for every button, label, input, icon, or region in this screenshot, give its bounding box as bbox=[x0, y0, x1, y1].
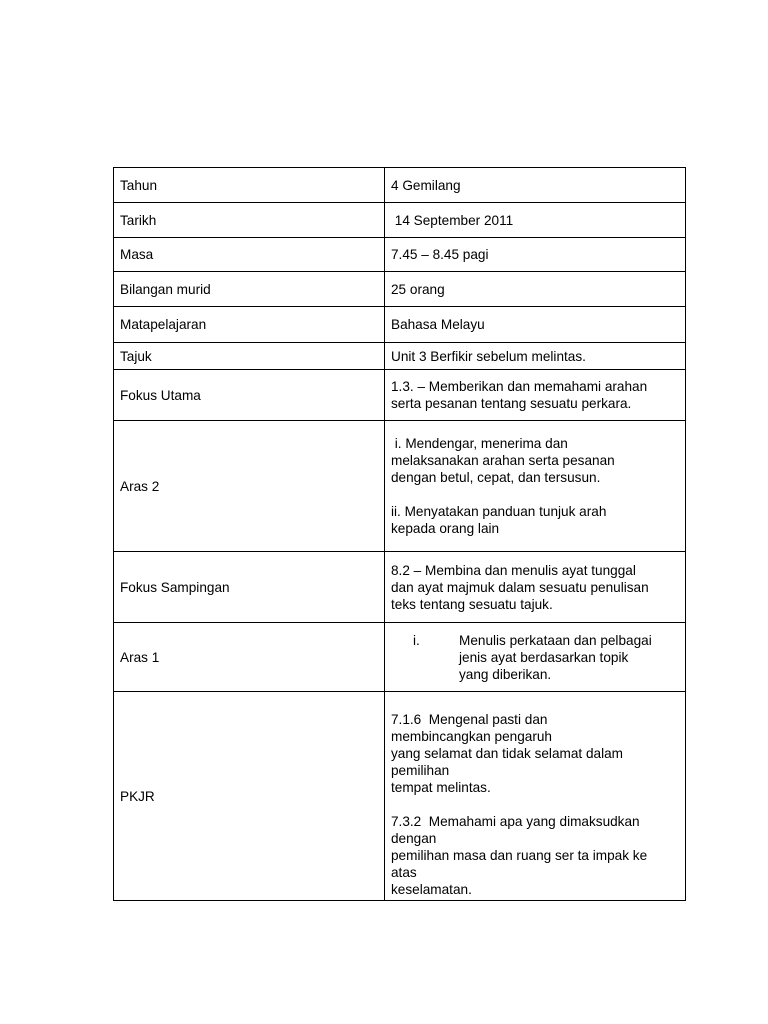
row-label: Tahun bbox=[114, 168, 385, 203]
text-line: serta pesanan tentang sesuatu perkara. bbox=[391, 396, 632, 411]
text-line: jenis ayat berdasarkan topik bbox=[459, 649, 629, 665]
text-line: teks tentang sesuatu tajuk. bbox=[391, 596, 553, 612]
text-line: 7.1.6 Mengenal pasti dan bbox=[391, 711, 548, 727]
text-line: yang diberikan. bbox=[459, 666, 552, 682]
row-label: PKJR bbox=[114, 692, 385, 901]
table-row bbox=[114, 238, 686, 272]
table-row bbox=[114, 343, 686, 370]
table-row bbox=[114, 272, 686, 307]
text-line: atas bbox=[391, 864, 417, 880]
text-line: yang selamat dan tidak selamat dalam bbox=[391, 745, 623, 761]
text-line: membincangkan pengaruh bbox=[391, 728, 552, 744]
table-row bbox=[114, 552, 686, 623]
text-line: pemilihan masa dan ruang ser ta impak ke bbox=[391, 847, 648, 863]
row-label: Aras 1 bbox=[114, 623, 385, 692]
row-value bbox=[385, 692, 686, 901]
text-line: 1.3. – Memberikan dan memahami arahan bbox=[391, 379, 648, 394]
list-text bbox=[459, 632, 652, 683]
table-row bbox=[114, 692, 686, 901]
text-line: 7.3.2 Memahami apa yang dimaksudkan bbox=[391, 813, 640, 829]
row-value: 14 September 2011 bbox=[385, 203, 686, 238]
row-value: Bahasa Melayu bbox=[385, 307, 686, 343]
text-line: melaksanakan arahan serta pesanan bbox=[391, 453, 615, 468]
row-value bbox=[385, 421, 686, 552]
text-line: ii. Menyatakan panduan tunjuk arah bbox=[391, 504, 607, 519]
row-label: Fokus Sampingan bbox=[114, 552, 385, 623]
row-value: Unit 3 Berfikir sebelum melintas. bbox=[385, 343, 686, 370]
text-line: pemilihan bbox=[391, 762, 450, 778]
row-label: Tarikh bbox=[114, 203, 385, 238]
row-value: 4 Gemilang bbox=[385, 168, 686, 203]
row-value bbox=[385, 552, 686, 623]
row-value: 25 orang bbox=[385, 272, 686, 307]
row-value bbox=[385, 623, 686, 692]
table-row bbox=[114, 370, 686, 421]
lesson-plan-table bbox=[113, 167, 686, 901]
list-number: i. bbox=[413, 632, 420, 648]
row-value: 7.45 – 8.45 pagi bbox=[385, 238, 686, 272]
list-item bbox=[391, 632, 679, 683]
text-line: dengan bbox=[391, 830, 437, 846]
text-line: dan ayat majmuk dalam sesuatu penulisan bbox=[391, 579, 649, 595]
table-row bbox=[114, 623, 686, 692]
text-line: Menulis perkataan dan pelbagai bbox=[459, 632, 652, 648]
table-row bbox=[114, 168, 686, 203]
text-line: dengan betul, cepat, dan tersusun. bbox=[391, 470, 601, 485]
table-row bbox=[114, 421, 686, 552]
row-label: Aras 2 bbox=[114, 421, 385, 552]
row-label: Bilangan murid bbox=[114, 272, 385, 307]
row-label: Tajuk bbox=[114, 343, 385, 370]
row-value bbox=[385, 370, 686, 421]
row-label: Matapelajaran bbox=[114, 307, 385, 343]
text-line: kepada orang lain bbox=[391, 521, 500, 536]
text-line: keselamatan. bbox=[391, 881, 472, 897]
text-line: i. Mendengar, menerima dan bbox=[391, 436, 568, 451]
row-label: Masa bbox=[114, 238, 385, 272]
row-label: Fokus Utama bbox=[114, 370, 385, 421]
table-row bbox=[114, 203, 686, 238]
text-line: 8.2 – Membina dan menulis ayat tunggal bbox=[391, 562, 636, 578]
text-line: tempat melintas. bbox=[391, 779, 491, 795]
table-row bbox=[114, 307, 686, 343]
